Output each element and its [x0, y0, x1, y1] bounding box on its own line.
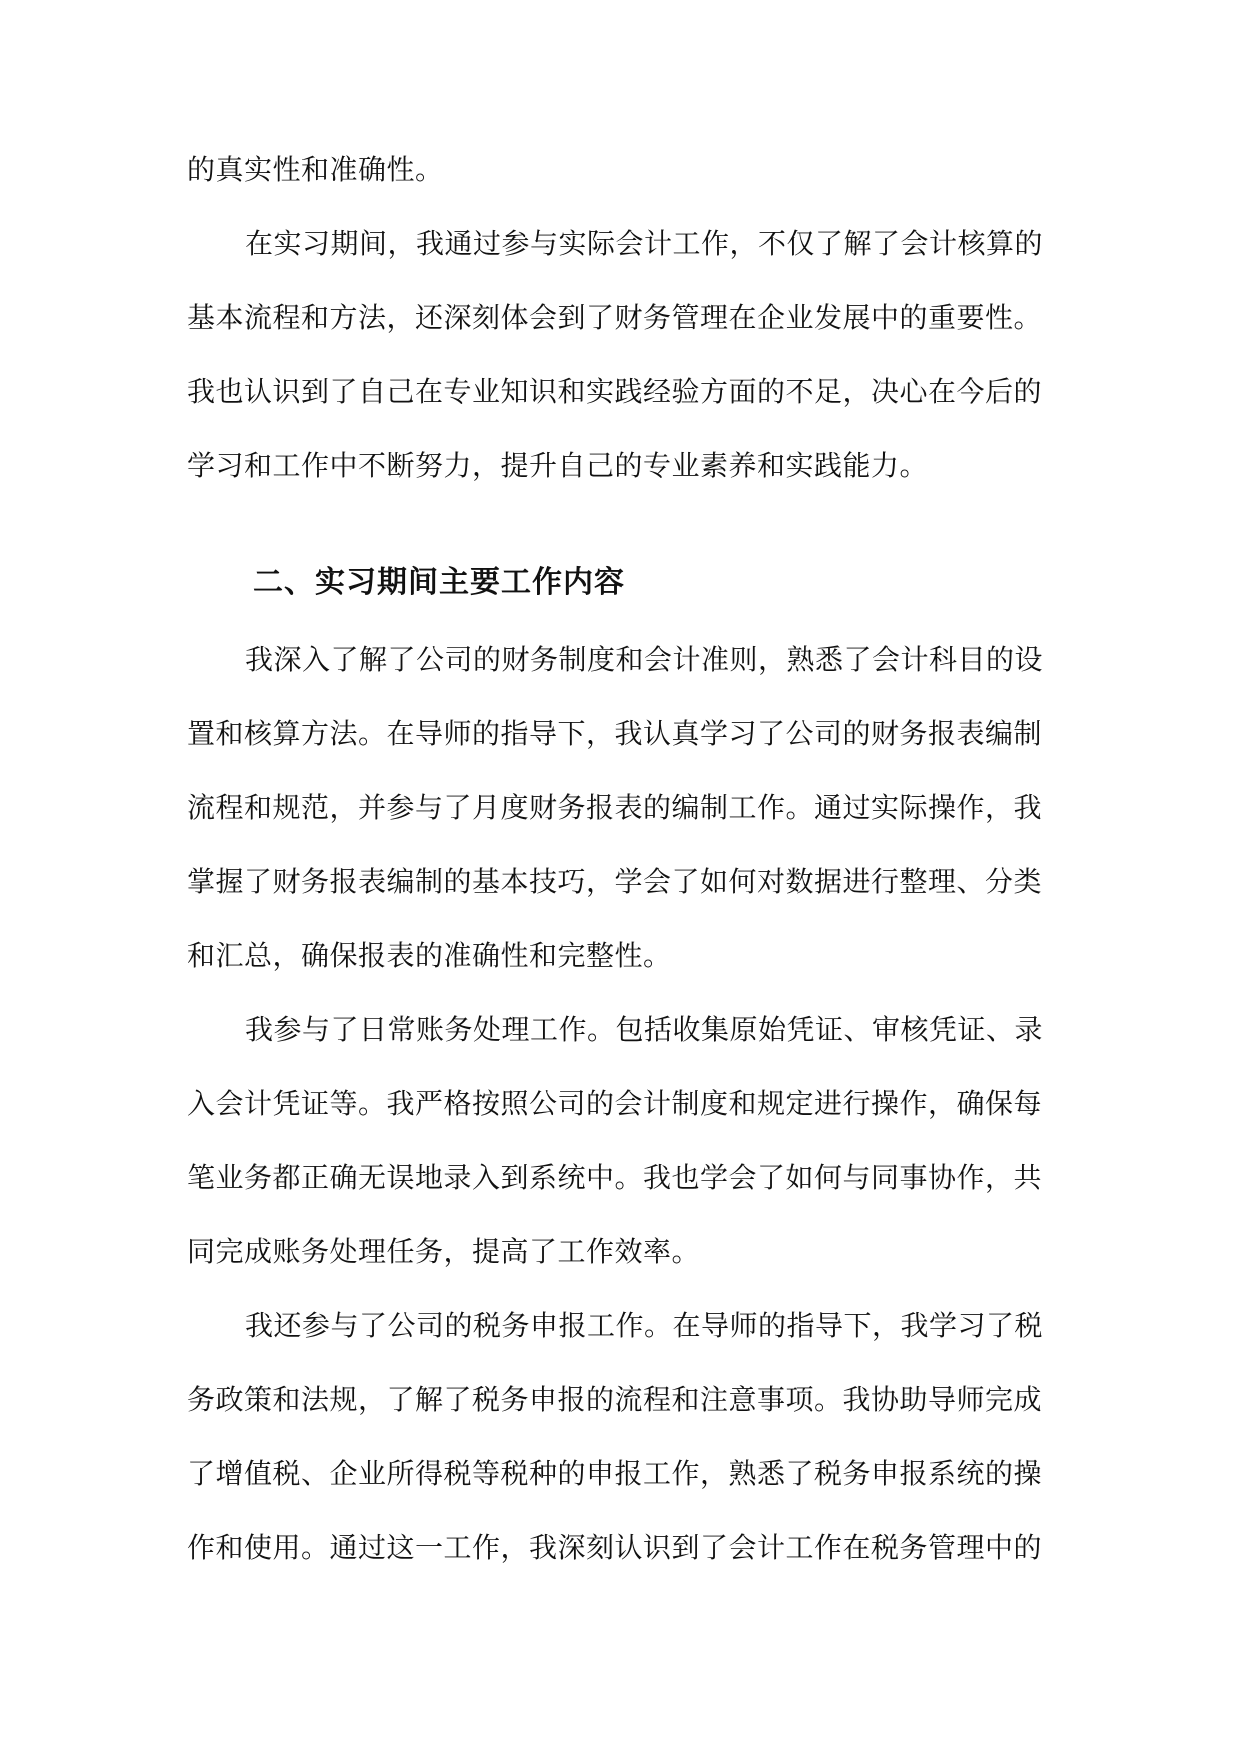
text-line: 学习和工作中不断努力，提升自己的专业素养和实践能力。 — [187, 449, 929, 482]
text-line: 基本流程和方法，还深刻体会到了财务管理在企业发展中的重要性。 — [187, 301, 1043, 334]
text-line: 掌握了财务报表编制的基本技巧，学会了如何对数据进行整理、分类 — [187, 865, 1043, 898]
text-line: 务政策和法规，了解了税务申报的流程和注意事项。我协助导师完成 — [187, 1383, 1043, 1416]
text-line: 的真实性和准确性。 — [187, 153, 444, 186]
text-line: 我也认识到了自己在专业知识和实践经验方面的不足，决心在今后的 — [187, 375, 1043, 408]
text-line: 入会计凭证等。我严格按照公司的会计制度和规定进行操作，确保每 — [187, 1087, 1043, 1120]
text-line: 流程和规范，并参与了月度财务报表的编制工作。通过实际操作，我 — [187, 791, 1043, 824]
paragraph-first-line: 在实习期间，我通过参与实际会计工作，不仅了解了会计核算的 — [245, 227, 1044, 260]
text-line: 同完成账务处理任务，提高了工作效率。 — [187, 1235, 701, 1268]
text-line: 笔业务都正确无误地录入到系统中。我也学会了如何与同事协作，共 — [187, 1161, 1043, 1194]
text-line: 作和使用。通过这一工作，我深刻认识到了会计工作在税务管理中的 — [187, 1531, 1043, 1564]
text-line: 置和核算方法。在导师的指导下，我认真学习了公司的财务报表编制 — [187, 717, 1043, 750]
paragraph-first-line: 我还参与了公司的税务申报工作。在导师的指导下，我学习了税 — [245, 1309, 1044, 1342]
paragraph-first-line: 我参与了日常账务处理工作。包括收集原始凭证、审核凭证、录 — [245, 1013, 1044, 1046]
paragraph-first-line: 我深入了解了公司的财务制度和会计准则，熟悉了会计科目的设 — [245, 643, 1044, 676]
section-heading: 二、实习期间主要工作内容 — [253, 565, 625, 600]
text-line: 和汇总，确保报表的准确性和完整性。 — [187, 939, 672, 972]
text-line: 了增值税、企业所得税等税种的申报工作，熟悉了税务申报系统的操 — [187, 1457, 1043, 1490]
